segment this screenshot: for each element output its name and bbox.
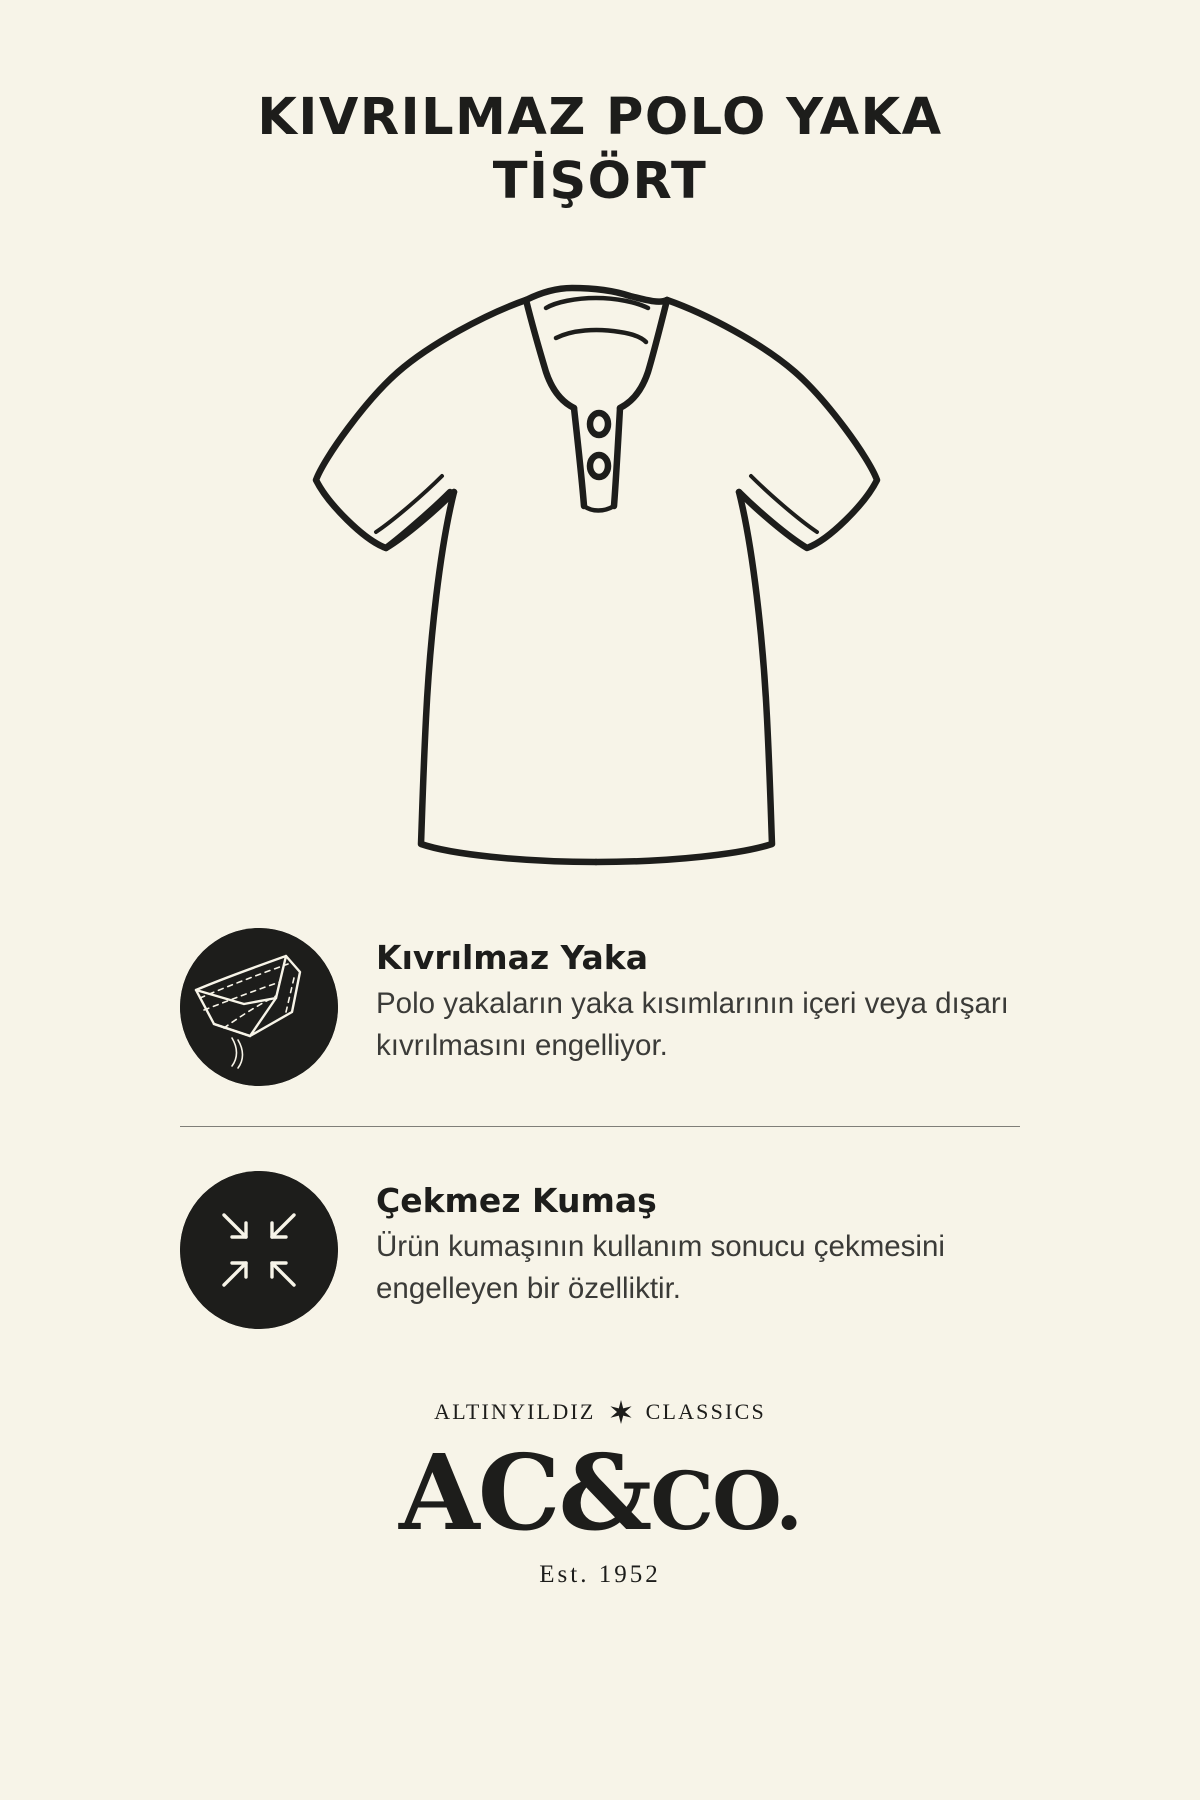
- polo-shirt-illustration: [0, 248, 1200, 888]
- collar-icon-badge: [180, 928, 338, 1086]
- brand-classics-label: CLASSICS: [645, 1398, 766, 1424]
- feature-title: Kıvrılmaz Yaka: [376, 937, 648, 977]
- collar-icon: [180, 928, 338, 1086]
- page-title: [150, 86, 1050, 214]
- brand-logo-amp: &: [558, 1430, 651, 1554]
- brand-established: Est. 1952: [539, 1560, 661, 1588]
- feature-text-collar: [376, 928, 1016, 1067]
- feature-text-shrink: [376, 1171, 1016, 1310]
- feature-description: Polo yakaların yaka kısımlarının içeri veya dışarı kıvrılmasını engelliyor.: [376, 987, 1009, 1062]
- shrink-arrows-icon: [180, 1171, 338, 1329]
- brand-subline: [0, 1399, 1200, 1425]
- brand-logo-ac: AC: [399, 1430, 559, 1554]
- brand-footer: [0, 1399, 1200, 1589]
- page-title-line-2: TİŞÖRT: [492, 151, 708, 211]
- feature-description: Ürün kumaşının kullanım sonucu çekmesini engelleyen bir özelliktir.: [376, 1230, 945, 1305]
- brand-logo-co: CO.: [650, 1453, 801, 1548]
- brand-altinyildiz-label: ALTINYILDIZ: [434, 1398, 596, 1424]
- brand-logo-text: [0, 1430, 1200, 1554]
- page-title-line-1: KIVRILMAZ POLO YAKA: [257, 88, 943, 147]
- polo-shirt-icon: [290, 248, 910, 888]
- feature-title: Çekmez Kumaş: [376, 1180, 657, 1220]
- feature-divider: [180, 1126, 1020, 1127]
- feature-item-collar: [180, 928, 1020, 1086]
- feature-list: [180, 928, 1020, 1329]
- title-block: [0, 0, 1200, 214]
- shrink-icon-badge: [180, 1171, 338, 1329]
- feature-item-shrink: [180, 1171, 1020, 1329]
- star-icon: [608, 1399, 634, 1425]
